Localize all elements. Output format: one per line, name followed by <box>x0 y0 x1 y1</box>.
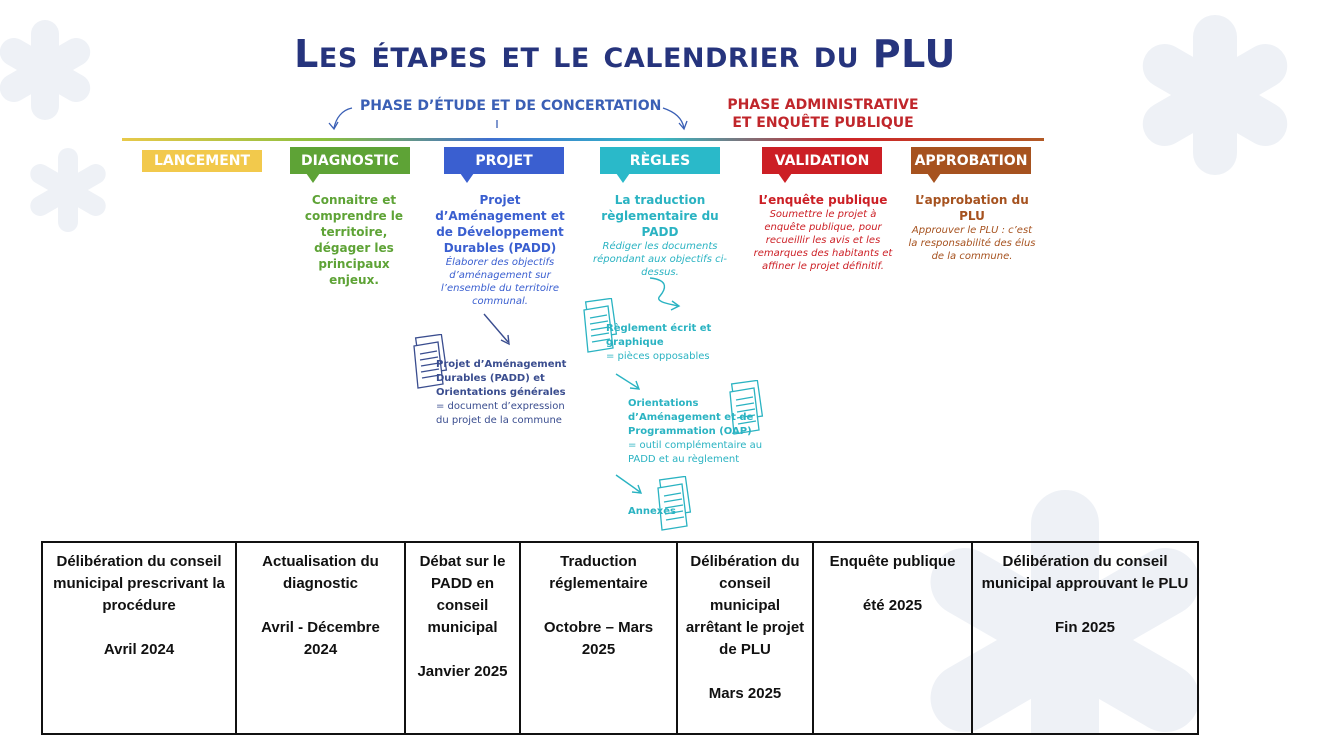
step-validation-label: VALIDATION <box>774 152 870 169</box>
oap-document-desc: = outil complémentaire au PADD et au règlement <box>628 440 763 465</box>
step-diagnostic-label: DIAGNOSTIC <box>301 152 399 169</box>
step-approbation-label: APPROBATION <box>914 152 1028 169</box>
calendar-cell-text: Traduction réglementaire <box>549 553 648 592</box>
annexes-document-title: Annexes <box>628 506 676 517</box>
diagnostic-description: Connaitre et comprendre le territoire, dégager les principaux enjeux. <box>304 193 404 287</box>
calendar-cell <box>813 542 972 734</box>
approbation-description-bold: L’approbation du PLU <box>915 193 1029 223</box>
regles-description-bold: La traduction règlementaire du PADD <box>601 193 719 239</box>
step-projet-label: PROJET <box>475 152 533 169</box>
step-lancement <box>142 150 262 172</box>
calendar-cell-text: Délibération du conseil municipal approuvant le PLU <box>981 553 1189 592</box>
validation-description-italic: Soumettre le projet à enquête publique, pour recueillir les avis et les remarques des habitants et affiner le projet définitif. <box>753 209 893 272</box>
phase-admin-line1: PHASE ADMINISTRATIVE <box>727 97 919 113</box>
annexes-document-text <box>628 505 676 519</box>
calendar-cell-text: Délibération du conseil municipal prescrivant la procédure <box>53 553 225 614</box>
calendar-cell-text: Débat sur le PADD en conseil municipal <box>419 553 506 636</box>
reglement-document-text <box>606 322 724 364</box>
validation-description-bold: L’enquête publique <box>758 193 888 207</box>
calendar-cell-text: Enquête publique <box>829 553 956 570</box>
calendar-cell-date: Avril - Décembre 2024 <box>261 619 380 658</box>
regles-description <box>582 192 738 279</box>
calendar-cell-date: Mars 2025 <box>708 685 782 702</box>
step-regles-label: RÈGLES <box>629 152 691 169</box>
calendar-cell-date: Fin 2025 <box>1054 619 1116 636</box>
phase-arrows <box>320 100 700 136</box>
calendar-cell-date: été 2025 <box>862 597 923 614</box>
calendar-cell <box>405 542 520 734</box>
step-lancement-label: LANCEMENT <box>153 153 251 169</box>
calendar-cell <box>42 542 236 734</box>
calendar-cell-text: Actualisation du diagnostic <box>262 553 379 592</box>
padd-document-title: Projet d’Aménagement Durables (PADD) et Orientations générales <box>436 359 567 398</box>
calendar-cell-text: Délibération du conseil municipal arrêtant le projet de PLU <box>685 553 805 658</box>
approbation-description-italic: Approuver le PLU : c’est la responsabilité des élus de la commune. <box>908 225 1036 262</box>
validation-description <box>748 192 898 273</box>
calendar-cell-date: Avril 2024 <box>103 641 175 658</box>
regles-description-italic: Rédiger les documents répondant aux objectifs ci-dessus. <box>593 241 727 278</box>
oap-document-title: Orientations d’Aménagement et de Programmation (OAP) <box>628 398 754 437</box>
step-projet <box>444 147 564 174</box>
approbation-description <box>906 192 1038 263</box>
calendar-cell <box>236 542 405 734</box>
calendar-cell <box>677 542 813 734</box>
timeline-bar <box>122 138 1044 141</box>
reglement-document-title: Règlement écrit et graphique <box>606 323 712 348</box>
step-approbation <box>911 147 1031 174</box>
phase-study-label: PHASE D’ÉTUDE ET DE CONCERTATION <box>360 98 662 114</box>
calendar-cell-date: Octobre – Mars 2025 <box>543 619 654 658</box>
calendar-cell <box>972 542 1198 734</box>
oap-document-text <box>628 397 778 467</box>
calendar-table <box>41 541 1199 735</box>
projet-description-bold: Projet d’Aménagement et de Développement Durables (PADD) <box>435 193 565 255</box>
padd-document-text <box>436 358 576 428</box>
reglement-document-desc: = pièces opposables <box>606 351 710 362</box>
page-title: Les étapes et le calendrier du PLU <box>294 32 956 76</box>
step-regles <box>600 147 720 174</box>
step-diagnostic <box>290 147 410 174</box>
phase-admin-line2: ET ENQUÊTE PUBLIQUE <box>732 115 914 131</box>
step-validation <box>762 147 882 174</box>
calendar-cell <box>520 542 677 734</box>
projet-description-italic: Élaborer des objectifs d’aménagement sur l’ensemble du territoire communal. <box>440 257 560 307</box>
calendar-cell-date: Janvier 2025 <box>417 663 508 680</box>
phase-admin-label <box>708 96 938 132</box>
calendar-row <box>42 542 1198 734</box>
padd-document-desc: = document d’expression du projet de la commune <box>436 401 565 426</box>
